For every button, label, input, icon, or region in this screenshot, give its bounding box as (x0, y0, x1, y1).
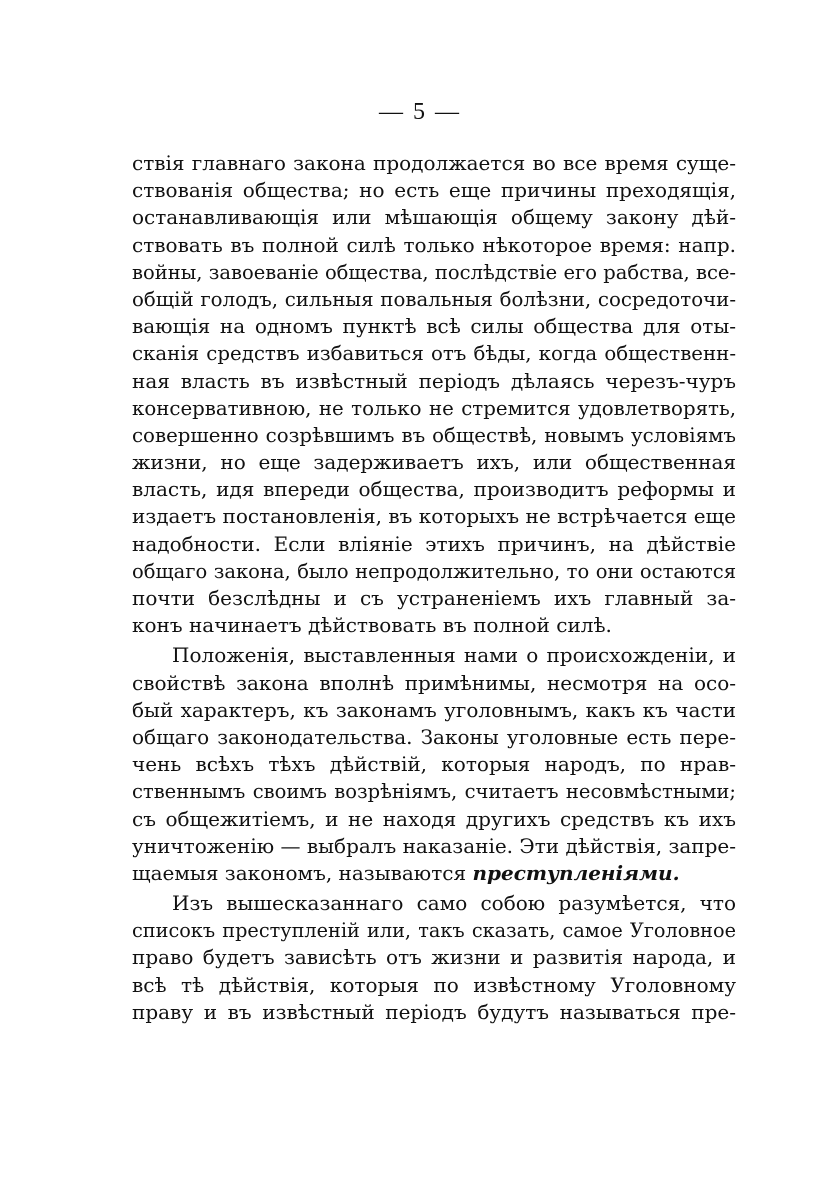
text-line: свойствѣ закона вполнѣ примѣнимы, несмотря на осо- (132, 670, 736, 695)
text-line: уничтоженію — выбралъ наказаніе. Эти дѣйствія, запре- (132, 833, 736, 858)
text-line: Изъ вышесказаннаго само собою разумѣется, что (172, 891, 736, 916)
text-line: общій голодъ, сильныя повальныя болѣзни, сосредоточи- (132, 287, 736, 311)
text-line: съ общежитіемъ, и не находя другихъ средствъ къ ихъ (132, 806, 736, 831)
text-line: общаго законодательства. Законы уголовные есть пере- (132, 724, 736, 749)
text-line: общаго закона, было непродолжительно, то они остаются (132, 559, 736, 583)
paragraph-3 (132, 890, 736, 1026)
text-line-lead: щаемыя закономъ, называются (132, 860, 473, 885)
text-line: бый характеръ, къ законамъ уголовнымъ, какъ къ части (132, 697, 736, 722)
italic-term: преступленіями. (472, 860, 680, 885)
text-line: праву и въ извѣстный періодъ будутъ называться пре- (132, 999, 736, 1024)
text-line: издаетъ постановленія, въ которыхъ не встрѣчается еще (132, 504, 736, 529)
text-line: конъ начинаетъ дѣйствовать въ полной силѣ. (132, 613, 612, 638)
text-line: чень всѣхъ тѣхъ дѣйствій, которыя народъ, по нрав- (132, 752, 736, 777)
paragraph-1 (132, 150, 736, 639)
text-line: ствованія общества; но есть еще причины преходящія, (132, 178, 736, 203)
page-number: — 5 — (379, 99, 461, 125)
text-line: ственнымъ своимъ возрѣніямъ, считаетъ несовмѣстными; (132, 780, 736, 804)
text-line: останавливающія или мѣшающія общему закону дѣй- (132, 205, 736, 230)
text-line: жизни, но еще задерживаетъ ихъ, или общественная (132, 450, 736, 475)
text-line: списокъ преступленій или, такъ сказать, самое Уголовное (132, 919, 736, 943)
text-line: совершенно созрѣвшимъ въ обществѣ, новымъ условіямъ (132, 423, 736, 447)
text-line: сканія средствъ избавиться отъ бѣды, когда общественн- (132, 342, 736, 366)
text-line: ная власть въ извѣстный періодъ дѣлаясь черезъ-чуръ (132, 368, 736, 393)
text-line: власть, идя впереди общества, производитъ реформы и (132, 477, 736, 502)
text-line: войны, завоеваніе общества, послѣдствіе его рабства, все- (132, 260, 736, 284)
text-line: почти безслѣдны и съ устраненіемъ ихъ главный за- (132, 586, 736, 610)
text-line: всѣ тѣ дѣйствія, которыя по извѣстному Уголовному (132, 972, 736, 997)
body-text (132, 150, 736, 1026)
paragraph-2 (132, 642, 736, 887)
text-line: Положенія, выставленныя нами о происхожденіи, и (172, 643, 736, 668)
text-line (132, 860, 736, 887)
text-line: вающія на одномъ пунктѣ всѣ силы общества для оты- (132, 314, 736, 339)
text-line: надобности. Если вліяніе этихъ причинъ, на дѣйствіе (132, 531, 736, 556)
text-line: консервативною, не только не стремится удовлетворять, (132, 396, 736, 420)
text-line: право будетъ зависѣть отъ жизни и развитія народа, и (132, 945, 736, 970)
text-line: ствовать въ полной силѣ только нѣкоторое время: напр. (132, 232, 736, 257)
text-line: ствія главнаго закона продолжается во все время суще- (132, 151, 736, 175)
